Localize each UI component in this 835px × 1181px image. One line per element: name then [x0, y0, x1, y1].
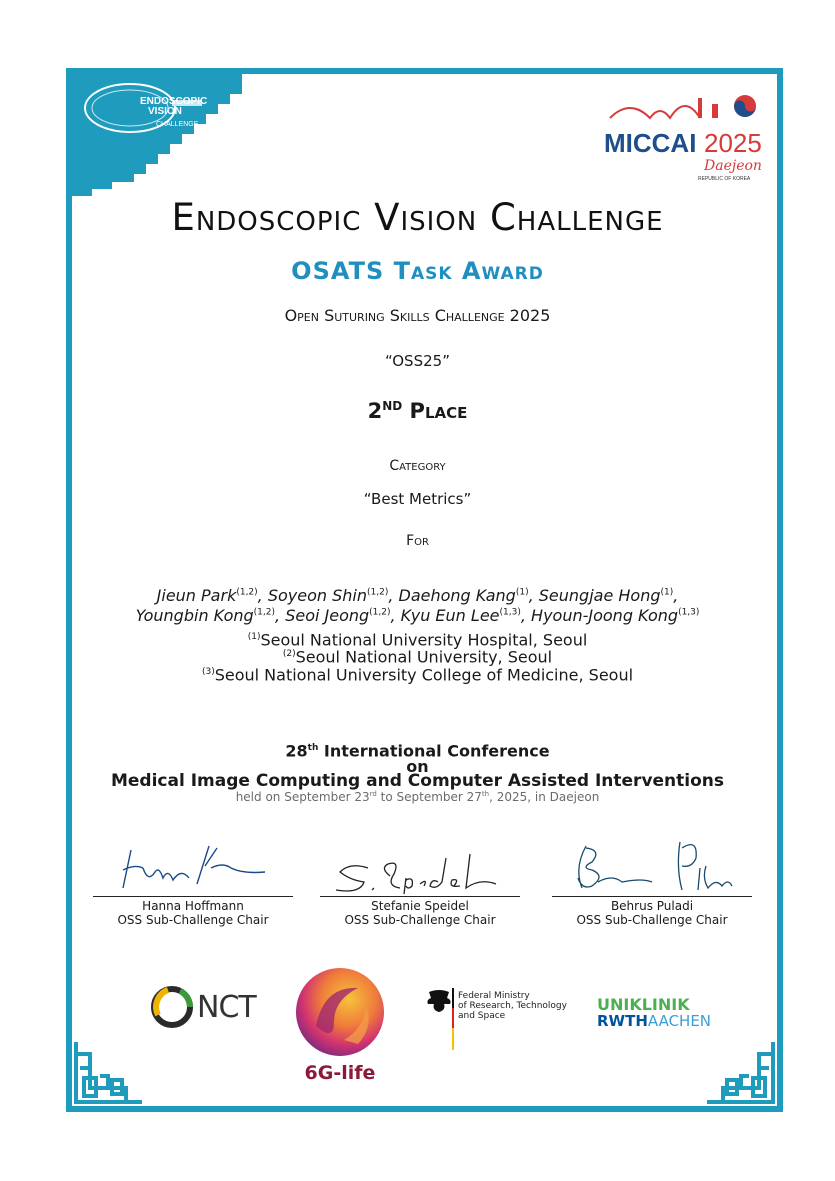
endoscopic-vision-logo	[80, 78, 230, 138]
author: Seoi Jeong$^{(1,2)}$,	[285, 605, 401, 625]
signature-block-puladi	[552, 838, 752, 927]
signature-block-hoffmann	[93, 838, 293, 927]
miccai-2025-logo	[600, 84, 770, 184]
federal-eagle-icon	[424, 988, 454, 1050]
conference-dates: held on September 23rd to September 27th, 2025, in Daejeon	[235, 790, 600, 804]
conference-name: Medical Image Computing and Computer Assisted Interventions	[110, 771, 725, 791]
place-suffix: ND	[382, 399, 403, 413]
signer-name: Hanna Hoffmann	[142, 899, 244, 913]
svg-text:Daejeon: Daejeon	[704, 158, 762, 174]
svg-text:CHALLENGE: CHALLENGE	[156, 121, 199, 128]
uniklinik-text: UNIKLINIK	[597, 995, 690, 1014]
nct-ring-icon	[150, 985, 194, 1029]
challenge-abbreviation: “OSS25”	[385, 352, 450, 370]
award-name: OSATS Task Award	[291, 257, 544, 285]
6g-life-circle-icon	[294, 966, 386, 1058]
svg-text:ENDOSCOPIC: ENDOSCOPIC	[140, 96, 208, 107]
author: Hyoun-Joong Kong$^{(1,3)}$	[531, 605, 700, 625]
nct-logo	[150, 985, 256, 1029]
signature-puladi	[552, 838, 752, 896]
signer-role: OSS Sub-Challenge Chair	[576, 913, 728, 927]
for-label: For	[406, 533, 429, 549]
author: Soyeon Shin$^{(1,2)}$,	[267, 586, 399, 606]
nct-text: NCT	[197, 989, 256, 1025]
author-list	[0, 585, 835, 624]
author: Jieun Park$^{(1,2)}$,	[156, 586, 268, 606]
affiliation: $^{(2)}$Seoul National University, Seoul	[282, 647, 553, 667]
affiliation: $^{(1)}$Seoul National University Hospital, Seoul	[247, 630, 588, 650]
signer-name: Stefanie Speidel	[371, 899, 469, 913]
author: Seungjae Hong$^{(1)}$,	[538, 586, 679, 606]
corner-ornament-right	[703, 1040, 777, 1106]
place-number: 2	[367, 399, 383, 423]
svg-text:REPUBLIC OF KOREA: REPUBLIC OF KOREA	[698, 176, 751, 182]
svg-text:2025: 2025	[704, 128, 762, 158]
signature-speidel	[320, 838, 520, 896]
signer-role: OSS Sub-Challenge Chair	[344, 913, 496, 927]
svg-text:VISION: VISION	[148, 106, 182, 117]
author: Daehong Kang$^{(1)}$,	[398, 586, 539, 606]
category-label: Category	[389, 458, 446, 474]
challenge-name: Open Suturing Skills Challenge 2025	[284, 306, 551, 325]
bmbf-text: Federal Ministry of Research, Technology and Space	[458, 991, 567, 1021]
affiliation-list	[0, 630, 835, 682]
author-line-1	[0, 585, 835, 604]
signature-block-speidel	[320, 838, 520, 927]
uniklinik-rwth-aachen-logo	[597, 996, 711, 1030]
author: Youngbin Kong$^{(1,2)}$,	[135, 605, 286, 625]
6g-life-logo	[294, 966, 386, 1084]
6g-life-text: 6G-life	[304, 1062, 376, 1084]
certificate-title: Endoscopic Vision Challenge	[171, 196, 664, 239]
author-line-2	[0, 604, 835, 623]
signer-name: Behrus Puladi	[610, 899, 694, 913]
bmbf-logo	[424, 988, 567, 1050]
place-word: Place	[402, 399, 468, 423]
svg-text:MICCAI: MICCAI	[604, 128, 697, 158]
author: Kyu Eun Lee$^{(1,3)}$,	[400, 605, 532, 625]
placement	[0, 399, 835, 423]
conference-heading: 28th International Conference on	[285, 741, 550, 777]
signer-role: OSS Sub-Challenge Chair	[117, 913, 269, 927]
category-value: “Best Metrics”	[363, 490, 472, 508]
signature-hoffmann	[93, 838, 293, 896]
affiliation: $^{(3)}$Seoul National University College of Medicine, Seoul	[201, 664, 634, 684]
corner-ornament-left	[72, 1040, 146, 1106]
rwth-aachen-text: RWTHAACHEN	[597, 1012, 712, 1030]
